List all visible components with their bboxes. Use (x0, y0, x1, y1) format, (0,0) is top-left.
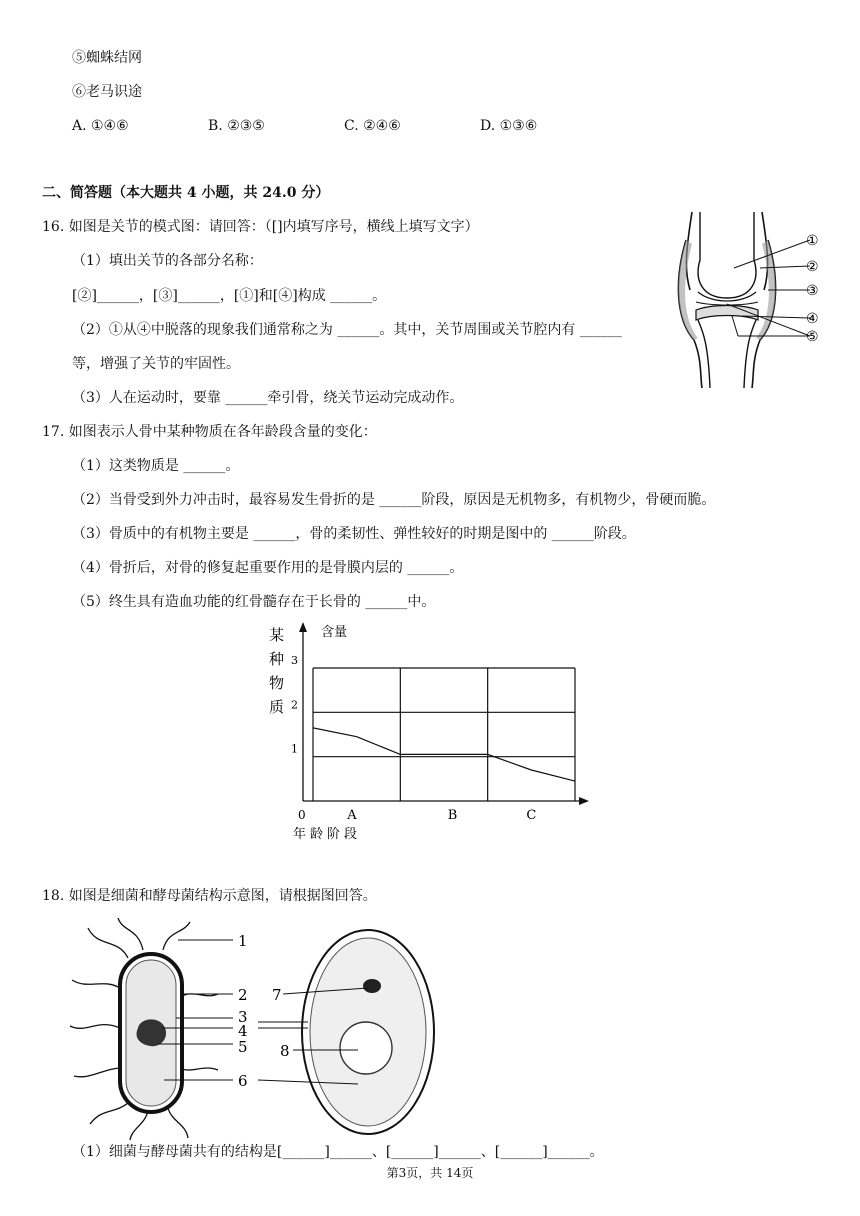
q17-part-2: （2）当骨受到外力冲击时，最容易发生骨折的是 ______阶段，原因是无机物多，有机物少，骨硬而脆。 (72, 492, 716, 508)
chart-ylabel-char-3: 物 (269, 674, 285, 692)
q16-stem: 16. 如图是关节的模式图：请回答：（[]内填写序号，横线上填写文字） (42, 219, 479, 235)
chart-category-B: B (447, 808, 458, 823)
page-footer: 第3页，共 14页 (386, 1166, 474, 1180)
joint-label-1: ① (806, 233, 819, 249)
joint-label-4: ④ (806, 311, 819, 327)
q16-part-1: （1）填出关节的各部分名称： (72, 253, 263, 269)
bacteria-label-3: 3 (238, 1008, 248, 1026)
q16-part-3: （3）人在运动时，要靠 ______牵引骨，绕关节运动完成动作。 (72, 390, 464, 406)
chart-x-arrow (579, 797, 589, 805)
q15-option-d: D. ①③⑥ (480, 118, 538, 134)
q16-part-2-cont: 等，增强了关节的牢固性。 (72, 356, 240, 372)
section-heading: 二、简答题（本大题共 4 小题，共 24.0 分） (42, 185, 330, 201)
chart-ylabel-char-4: 质 (269, 698, 285, 716)
yeast-label-7: 7 (272, 986, 282, 1004)
bacteria-yeast-diagram (68, 918, 438, 1140)
q17-part-5: （5）终生具有造血功能的红骨髓存在于长骨的 ______中。 (72, 594, 436, 610)
q15-item-5: ⑤蜘蛛结网 (72, 50, 142, 66)
chart-origin: 0 (298, 808, 306, 822)
q17-part-1: （1）这类物质是 ______。 (72, 458, 240, 474)
chart-ylabel-char-1: 某 (269, 626, 285, 644)
chart-category-C: C (526, 808, 537, 823)
q16-part-1-blanks: [②]______，[③]______，[①]和[④]构成 ______。 (72, 288, 387, 304)
chart-ytick-1: 1 (291, 742, 298, 756)
bacteria-label-1: 1 (238, 932, 248, 950)
joint-label-2: ② (806, 259, 819, 275)
q17-part-3: （3）骨质中的有机物主要是 ______，骨的柔韧性、弹性较好的时期是图中的 ______阶段。 (72, 526, 636, 542)
bacteria-label-5: 5 (238, 1038, 248, 1056)
joint-label-3: ③ (806, 283, 819, 299)
q17-stem: 17. 如图表示人骨中某种物质在各年龄段含量的变化： (42, 424, 377, 440)
q15-item-6: ⑥老马识途 (72, 84, 142, 100)
q15-option-a: A. ①④⑥ (72, 118, 129, 134)
q18-part-1: （1）细菌与酵母菌共有的结构是[______]______、[______]______、[______]______。 (72, 1144, 604, 1160)
chart-series-line (313, 728, 575, 781)
yeast-label-8: 8 (280, 1042, 290, 1060)
chart-xlabel: 年龄阶段 (293, 827, 362, 842)
q18-stem: 18. 如图是细菌和酵母菌结构示意图，请根据图回答。 (42, 888, 377, 904)
chart-category-A: A (347, 808, 357, 823)
q15-option-c: C. ②④⑥ (344, 118, 401, 134)
chart-ytick-3: 3 (291, 654, 298, 667)
chart-y-arrow (299, 622, 307, 632)
q17-part-4: （4）骨折后，对骨的修复起重要作用的是骨膜内层的 ______。 (72, 560, 464, 576)
bone-content-chart (265, 620, 595, 845)
chart-ytick-2: 2 (291, 698, 298, 712)
chart-ylabel-char-2: 种 (269, 650, 285, 668)
bacteria-label-4: 4 (238, 1022, 248, 1040)
joint-label-5: ⑤ (806, 329, 819, 345)
joint-diagram (672, 210, 822, 390)
q15-option-b: B. ②③⑤ (208, 118, 265, 134)
q16-part-2: （2）①从④中脱落的现象我们通常称之为 ______。其中，关节周围或关节腔内有 ______ (72, 322, 622, 338)
bacteria-label-6: 6 (238, 1072, 248, 1090)
chart-ylabel-top: 含量 (321, 625, 348, 640)
bacteria-label-2: 2 (238, 986, 248, 1004)
